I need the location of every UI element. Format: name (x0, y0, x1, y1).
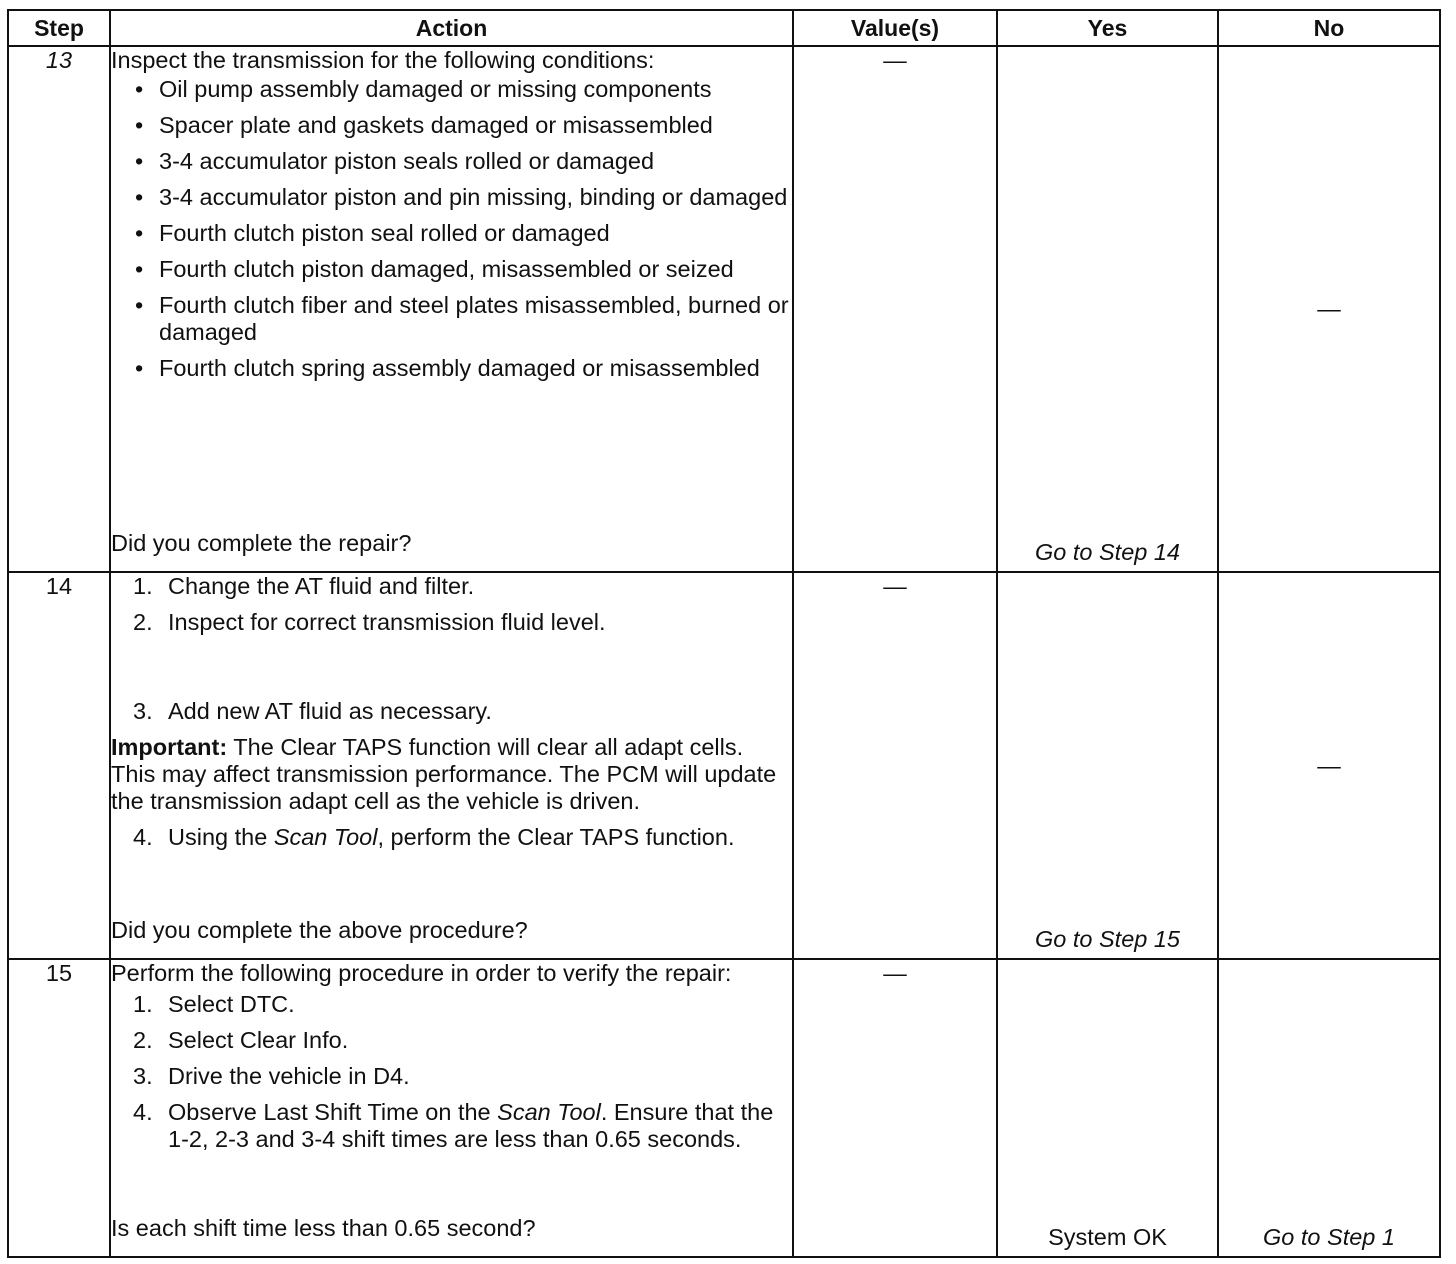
item-text: Change the AT fluid and filter. (168, 573, 475, 599)
item-number: 3. (133, 698, 153, 724)
action-question: Is each shift time less than 0.65 second? (111, 1215, 536, 1241)
no-value: — (1317, 295, 1341, 322)
no-cell (1218, 959, 1440, 1257)
list-item: • 3-4 accumulator piston and pin missing, binding or damaged (135, 184, 792, 211)
header-step: Step (8, 10, 110, 46)
item-text-pre: Using the (168, 824, 274, 850)
list-item: • Fourth clutch piston seal rolled or damaged (135, 220, 792, 247)
action-cell (110, 959, 793, 1257)
header-yes: Yes (997, 10, 1218, 46)
header-values: Value(s) (793, 10, 997, 46)
list-item: • Spacer plate and gaskets damaged or misassembled (135, 112, 792, 139)
step-number-cell (8, 46, 110, 572)
procedure-list (111, 991, 792, 1162)
procedure-list (111, 573, 792, 645)
list-item (133, 609, 792, 636)
yes-cell (997, 959, 1218, 1257)
list-item: • Fourth clutch spring assembly damaged or misassembled (135, 355, 792, 382)
item-number: 2. (133, 1027, 153, 1053)
list-item (133, 1063, 792, 1090)
values-cell (793, 959, 997, 1257)
step-number: 14 (45, 573, 73, 599)
item-text-post: , perform the Clear TAPS function. (377, 824, 735, 850)
header-action: Action (110, 10, 793, 46)
action-question: Did you complete the repair? (111, 530, 412, 556)
list-item: • Oil pump assembly damaged or missing components (135, 76, 792, 103)
action-intro: Perform the following procedure in order to verify the repair: (111, 960, 732, 986)
list-item (133, 991, 792, 1018)
item-text-post: . Ensure that the 1-2, 2-3 and 3-4 shift times are less than 0.65 seconds. (168, 1099, 774, 1152)
item-number: 4. (133, 1099, 153, 1125)
yes-goto: Go to Step 15 (1034, 926, 1181, 952)
list-item: • Fourth clutch piston damaged, misassembled or seized (135, 256, 792, 283)
list-item: • 3-4 accumulator piston seals rolled or damaged (135, 148, 792, 175)
list-item (133, 698, 792, 725)
header-row (8, 10, 1440, 46)
item-number: 2. (133, 609, 153, 635)
item-text-pre: Observe Last Shift Time on the (168, 1099, 498, 1125)
values-cell (793, 46, 997, 572)
item-number: 1. (133, 573, 153, 599)
action-question: Did you complete the above procedure? (111, 917, 528, 943)
item-text: Select DTC. (168, 991, 295, 1017)
list-item (133, 824, 792, 851)
item-text-emphasis: Scan Tool (273, 824, 378, 850)
step-number-cell (8, 572, 110, 959)
table-row-step-13 (8, 46, 1440, 572)
diagnostic-table (7, 9, 1441, 1258)
no-cell (1218, 46, 1440, 572)
values-cell (793, 572, 997, 959)
procedure-list (111, 698, 792, 734)
no-cell (1218, 572, 1440, 959)
list-item: • Fourth clutch fiber and steel plates misassembled, burned or damaged (135, 292, 792, 346)
procedure-list (111, 824, 792, 860)
important-note (111, 734, 792, 815)
no-goto: Go to Step 1 (1263, 1224, 1395, 1250)
list-item (133, 573, 792, 600)
yes-goto: Go to Step 14 (1034, 539, 1181, 565)
yes-cell (997, 572, 1218, 959)
table-row-step-14 (8, 572, 1440, 959)
yes-cell (997, 46, 1218, 572)
item-number: 3. (133, 1063, 153, 1089)
list-item (133, 1099, 792, 1153)
no-value: — (1317, 752, 1341, 778)
action-intro: Inspect the transmission for the following conditions: (111, 47, 655, 73)
item-text: Select Clear Info. (168, 1027, 349, 1053)
step-number-cell (8, 959, 110, 1257)
header-no: No (1218, 10, 1440, 46)
value-dash: — (883, 47, 907, 73)
item-number: 4. (133, 824, 153, 850)
list-item (133, 1027, 792, 1054)
yes-result: System OK (1048, 1224, 1167, 1250)
value-dash: — (883, 960, 907, 986)
item-text: Add new AT fluid as necessary. (168, 698, 492, 724)
value-dash: — (883, 573, 907, 599)
condition-list (111, 76, 792, 391)
item-text-emphasis: Scan Tool (497, 1099, 601, 1125)
table-row-step-15 (8, 959, 1440, 1257)
item-text: Inspect for correct transmission fluid level. (168, 609, 606, 635)
important-text: The Clear TAPS function will clear all adapt cells. This may affect transmission performance. The PCM will update the transmission adapt cell as the vehicle is driven. (111, 734, 777, 814)
action-cell (110, 572, 793, 959)
action-cell (110, 46, 793, 572)
step-number: 13 (45, 47, 73, 73)
step-number: 15 (45, 960, 73, 986)
important-label: Important: (111, 734, 228, 760)
item-text: Drive the vehicle in D4. (168, 1063, 410, 1089)
item-number: 1. (133, 991, 153, 1017)
